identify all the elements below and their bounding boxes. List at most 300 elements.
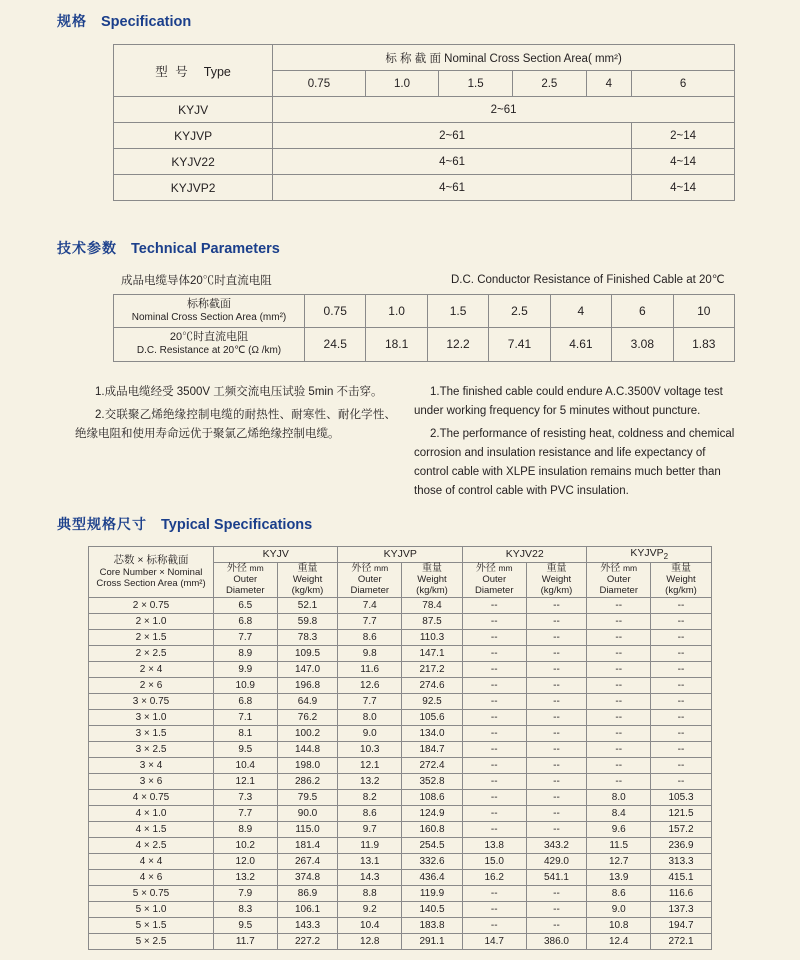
spec-value-cell: 119.9 (402, 885, 463, 901)
spec-value-cell: -- (587, 613, 651, 629)
area-header-cell: 标 称 截 面 Nominal Cross Section Area( mm²) (273, 45, 735, 71)
spec-value-cell: 7.9 (214, 885, 278, 901)
core-spec-cell: 5 × 1.0 (89, 901, 214, 917)
area-column-header: 6 (632, 71, 735, 97)
spec-value-cell: 106.1 (277, 901, 338, 917)
spec-value-cell: -- (526, 597, 587, 613)
spec-value-cell: -- (526, 645, 587, 661)
table-row (89, 757, 712, 773)
spec-value-cell: 8.6 (587, 885, 651, 901)
table-row (114, 123, 735, 149)
technical-caption (113, 272, 735, 288)
spec-value-cell: 254.5 (402, 837, 463, 853)
area-column-header: 2.5 (513, 71, 587, 97)
spec-value-cell: -- (462, 693, 526, 709)
spec-value-cell: 115.0 (277, 821, 338, 837)
spec-value-cell: -- (587, 741, 651, 757)
spec-value-cell: 109.5 (277, 645, 338, 661)
spec-value-cell: -- (462, 805, 526, 821)
spec-value-cell: -- (462, 629, 526, 645)
spec-value-cell: -- (526, 917, 587, 933)
technical-caption-en: D.C. Conductor Resistance of Finished Cable at 20℃ (451, 274, 725, 286)
spec-value-cell: 286.2 (277, 773, 338, 789)
spec-value-cell: -- (462, 741, 526, 757)
table-row (89, 821, 712, 837)
spec-value-cell: -- (462, 661, 526, 677)
product-group-header: KYJVP (338, 547, 462, 563)
spec-value-cell: -- (651, 645, 712, 661)
table-row (89, 661, 712, 677)
spec-value-cell: 13.1 (338, 853, 402, 869)
spec-value-cell: 272.4 (402, 757, 463, 773)
dc-resistance-value: 7.41 (489, 328, 550, 361)
core-spec-cell: 5 × 2.5 (89, 933, 214, 949)
table-row (114, 295, 735, 328)
spec-value-cell: -- (462, 725, 526, 741)
spec-value-cell: 6.8 (214, 693, 278, 709)
spec-value-cell: 92.5 (402, 693, 463, 709)
table-row (89, 597, 712, 613)
spec-value-cell: -- (526, 709, 587, 725)
core-spec-cell: 5 × 0.75 (89, 885, 214, 901)
spec-value-cell: 12.7 (587, 853, 651, 869)
spec-value-cell: 10.2 (214, 837, 278, 853)
spec-value-cell: 11.9 (338, 837, 402, 853)
spec-value-cell: -- (526, 885, 587, 901)
spec-value-cell: -- (462, 709, 526, 725)
spec-value-cell: 108.6 (402, 789, 463, 805)
type-header-en: Type (203, 64, 231, 79)
spec-value-cell: 415.1 (651, 869, 712, 885)
table-row (89, 547, 712, 563)
spec-value-cell: 10.8 (587, 917, 651, 933)
spec-value-cell: 90.0 (277, 805, 338, 821)
core-spec-cell: 3 × 0.75 (89, 693, 214, 709)
spec-value-cell: -- (651, 709, 712, 725)
spec-value-cell: 134.0 (402, 725, 463, 741)
spec-value-cell: -- (526, 805, 587, 821)
dc-resistance-value: 4.61 (550, 328, 611, 361)
nominal-area-value: 6 (612, 295, 673, 328)
spec-value-cell: 267.4 (277, 853, 338, 869)
table-row (89, 613, 712, 629)
spec-value-cell: 8.9 (214, 645, 278, 661)
nominal-area-value: 2.5 (489, 295, 550, 328)
spec-value-cell: 10.9 (214, 677, 278, 693)
table-row (89, 885, 712, 901)
core-spec-cell: 2 × 0.75 (89, 597, 214, 613)
note-en-1 (414, 383, 735, 421)
spec-value-cell: 9.0 (338, 725, 402, 741)
spec-value-cell: -- (587, 677, 651, 693)
spec-value-cell: 8.0 (338, 709, 402, 725)
dc-resistance-label: 20℃时直流电阻 D.C. Resistance at 20℃ (Ω /km) (114, 328, 305, 361)
nominal-area-label: 标称截面 Nominal Cross Section Area (mm²) (114, 295, 305, 328)
spec-value-cell: 10.3 (338, 741, 402, 757)
spec-value-cell: -- (462, 901, 526, 917)
spec-value-cell: -- (587, 725, 651, 741)
spec-value-cell: -- (462, 773, 526, 789)
spec-value-cell: -- (587, 645, 651, 661)
spec-value-cell: 198.0 (277, 757, 338, 773)
spec-value-cell: -- (651, 629, 712, 645)
typical-table (88, 546, 712, 950)
technical-parameters-heading (57, 238, 280, 258)
spec-value-cell: 291.1 (402, 933, 463, 949)
spec-value-cell: -- (651, 661, 712, 677)
spec-value-cell: -- (587, 709, 651, 725)
spec-value-cell: 436.4 (402, 869, 463, 885)
spec-value-cell: 236.9 (651, 837, 712, 853)
spec-value-cell: 8.6 (338, 805, 402, 821)
core-spec-cell: 4 × 2.5 (89, 837, 214, 853)
core-spec-cell: 4 × 1.5 (89, 821, 214, 837)
measure-header: 外径 mm Outer Diameter (338, 563, 402, 598)
spec-value-cell: 429.0 (526, 853, 587, 869)
spec-value-cell: -- (587, 773, 651, 789)
spec-value-cell: 15.0 (462, 853, 526, 869)
spec-value-cell: 13.8 (462, 837, 526, 853)
table-row (89, 853, 712, 869)
spec-value-cell: 86.9 (277, 885, 338, 901)
table-row (89, 901, 712, 917)
spec-value-cell: 181.4 (277, 837, 338, 853)
spec-value-cell: -- (526, 741, 587, 757)
spec-value-cell: 7.7 (338, 693, 402, 709)
core-spec-cell: 3 × 2.5 (89, 741, 214, 757)
spec-value-cell: 160.8 (402, 821, 463, 837)
typical-specifications-heading-cn: 典型规格尺寸 (57, 516, 147, 532)
cable-type-cell: KYJVP (114, 123, 273, 149)
core-spec-cell: 2 × 1.0 (89, 613, 214, 629)
specification-table-wrap (113, 44, 735, 201)
spec-value-cell: 8.6 (338, 629, 402, 645)
table-row (89, 837, 712, 853)
spec-value-cell: 7.3 (214, 789, 278, 805)
nominal-area-value: 0.75 (305, 295, 366, 328)
spec-value-cell: 183.8 (402, 917, 463, 933)
spec-value-cell: -- (526, 821, 587, 837)
spec-value-cell: 227.2 (277, 933, 338, 949)
spec-value-cell: -- (526, 677, 587, 693)
table-row (89, 677, 712, 693)
spec-value-cell: 7.7 (214, 629, 278, 645)
spec-value-cell: 110.3 (402, 629, 463, 645)
spec-value-cell: -- (651, 693, 712, 709)
spec-value-cell: 9.9 (214, 661, 278, 677)
nominal-area-value: 1.5 (427, 295, 488, 328)
spec-value-cell: 52.1 (277, 597, 338, 613)
spec-value-cell: -- (526, 789, 587, 805)
note-en-2 (414, 425, 735, 501)
spec-value-cell: 8.0 (587, 789, 651, 805)
technical-caption-cn: 成品电缆导体20℃时直流电阻 (121, 275, 272, 287)
spec-value-cell: 9.5 (214, 741, 278, 757)
measure-header: 重量 Weight (kg/km) (651, 563, 712, 598)
specification-heading (57, 11, 191, 31)
range-cell: 4~61 (273, 149, 632, 175)
spec-value-cell: 100.2 (277, 725, 338, 741)
spec-value-cell: -- (526, 613, 587, 629)
type-header-cn: 型 号 (155, 64, 190, 79)
table-row (89, 933, 712, 949)
core-spec-cell: 2 × 6 (89, 677, 214, 693)
table-row (114, 149, 735, 175)
spec-value-cell: 12.8 (338, 933, 402, 949)
note-cn-1-text: 1.成品电缆经受 3500V 工频交流电压试验 5min 不击穿。 (95, 386, 383, 398)
core-spec-cell: 3 × 4 (89, 757, 214, 773)
range-cell: 4~61 (273, 175, 632, 201)
spec-value-cell: -- (462, 645, 526, 661)
product-group-header: $KYJVP_2$ (587, 547, 712, 563)
spec-value-cell: 541.1 (526, 869, 587, 885)
spec-value-cell: 157.2 (651, 821, 712, 837)
spec-value-cell: -- (526, 773, 587, 789)
spec-value-cell: 11.7 (214, 933, 278, 949)
spec-value-cell: 144.8 (277, 741, 338, 757)
spec-value-cell: 374.8 (277, 869, 338, 885)
measure-header: 重量 Weight (kg/km) (526, 563, 587, 598)
specification-heading-en: Specification (101, 14, 192, 30)
notes-english (414, 383, 735, 505)
spec-value-cell: 12.1 (214, 773, 278, 789)
spec-value-cell: 7.4 (338, 597, 402, 613)
spec-value-cell: 116.6 (651, 885, 712, 901)
spec-value-cell: 87.5 (402, 613, 463, 629)
note-cn-1 (75, 383, 396, 402)
spec-value-cell: -- (462, 613, 526, 629)
spec-value-cell: 8.2 (338, 789, 402, 805)
spec-value-cell: 9.7 (338, 821, 402, 837)
core-spec-cell: 3 × 1.5 (89, 725, 214, 741)
spec-value-cell: 76.2 (277, 709, 338, 725)
spec-value-cell: 343.2 (526, 837, 587, 853)
spec-value-cell: -- (651, 741, 712, 757)
measure-header: 外径 mm Outer Diameter (462, 563, 526, 598)
measure-header: 外径 mm Outer Diameter (587, 563, 651, 598)
spec-value-cell: 137.3 (651, 901, 712, 917)
spec-value-cell: 10.4 (214, 757, 278, 773)
spec-value-cell: 16.2 (462, 869, 526, 885)
spec-value-cell: -- (587, 661, 651, 677)
spec-value-cell: 14.7 (462, 933, 526, 949)
core-spec-cell: 4 × 6 (89, 869, 214, 885)
core-spec-cell: 2 × 4 (89, 661, 214, 677)
table-row (89, 693, 712, 709)
spec-value-cell: -- (587, 629, 651, 645)
spec-value-cell: 64.9 (277, 693, 338, 709)
range-cell: 4~14 (632, 149, 735, 175)
table-row (114, 175, 735, 201)
specification-table (113, 44, 735, 201)
spec-value-cell: -- (526, 693, 587, 709)
dc-resistance-value: 1.83 (673, 328, 734, 361)
note-en-2-text: 2.The performance of resisting heat, coldness and chemical corrosion and insulation resistance and life expectancy of control cable with XLPE insulation remains much better than those of control cable with PVC insulation. (414, 427, 735, 497)
dc-resistance-value: 18.1 (366, 328, 427, 361)
core-spec-cell: 2 × 2.5 (89, 645, 214, 661)
spec-value-cell: 78.3 (277, 629, 338, 645)
table-row (89, 725, 712, 741)
spec-value-cell: 7.7 (338, 613, 402, 629)
spec-value-cell: 11.5 (587, 837, 651, 853)
measure-header: 重量 Weight (kg/km) (402, 563, 463, 598)
spec-value-cell: -- (526, 901, 587, 917)
spec-value-cell: 7.7 (214, 805, 278, 821)
area-column-header: 4 (586, 71, 631, 97)
dc-resistance-value: 3.08 (612, 328, 673, 361)
table-row (89, 869, 712, 885)
spec-value-cell: -- (462, 917, 526, 933)
nominal-area-value: 4 (550, 295, 611, 328)
typical-specifications-heading-en: Typical Specifications (161, 517, 313, 533)
typical-specifications-heading (57, 514, 312, 534)
table-row (89, 773, 712, 789)
spec-value-cell: 105.3 (651, 789, 712, 805)
spec-value-cell: 12.6 (338, 677, 402, 693)
spec-value-cell: 217.2 (402, 661, 463, 677)
area-column-header: 1.5 (439, 71, 513, 97)
range-cell: 2~61 (273, 123, 632, 149)
table-row (89, 645, 712, 661)
spec-value-cell: 140.5 (402, 901, 463, 917)
notes-block (75, 383, 735, 505)
spec-value-cell: -- (587, 757, 651, 773)
core-number-header: 芯数 × 标称截面 Core Number × Nominal Cross Section Area (mm²) (89, 547, 214, 598)
spec-value-cell: 79.5 (277, 789, 338, 805)
spec-value-cell: 13.2 (214, 869, 278, 885)
measure-header: 外径 mm Outer Diameter (214, 563, 278, 598)
spec-value-cell: 6.8 (214, 613, 278, 629)
spec-value-cell: 386.0 (526, 933, 587, 949)
range-cell: 2~61 (273, 97, 735, 123)
spec-value-cell: 9.6 (587, 821, 651, 837)
note-cn-2 (75, 406, 396, 444)
note-en-1-text: 1.The finished cable could endure A.C.3500V voltage test under working frequency for 5 minutes without puncture. (414, 386, 723, 417)
spec-value-cell: -- (462, 677, 526, 693)
spec-value-cell: 59.8 (277, 613, 338, 629)
spec-value-cell: -- (526, 725, 587, 741)
spec-value-cell: 9.0 (587, 901, 651, 917)
type-header-cell (114, 45, 273, 97)
core-spec-cell: 2 × 1.5 (89, 629, 214, 645)
spec-value-cell: 8.8 (338, 885, 402, 901)
spec-value-cell: 313.3 (651, 853, 712, 869)
nominal-area-value: 1.0 (366, 295, 427, 328)
spec-value-cell: 124.9 (402, 805, 463, 821)
area-column-header: 1.0 (365, 71, 439, 97)
spec-value-cell: -- (651, 613, 712, 629)
spec-value-cell: -- (651, 757, 712, 773)
spec-value-cell: 147.0 (277, 661, 338, 677)
table-row (114, 328, 735, 361)
spec-value-cell: 105.6 (402, 709, 463, 725)
typical-table-wrap (88, 546, 712, 950)
specification-heading-cn: 规格 (57, 13, 87, 29)
cable-type-cell: KYJVP2 (114, 175, 273, 201)
area-column-header: 0.75 (273, 71, 365, 97)
table-row (114, 97, 735, 123)
spec-value-cell: -- (526, 629, 587, 645)
spec-value-cell: 147.1 (402, 645, 463, 661)
spec-value-cell: 12.4 (587, 933, 651, 949)
core-spec-cell: 3 × 6 (89, 773, 214, 789)
technical-table-wrap (113, 294, 735, 362)
dc-resistance-value: 12.2 (427, 328, 488, 361)
spec-value-cell: 12.0 (214, 853, 278, 869)
note-cn-2-text: 2.交联聚乙烯绝缘控制电缆的耐热性、耐寒性、耐化学性、绝缘电阻和使用寿命远优于聚氯乙烯绝缘控制电缆。 (75, 408, 396, 440)
spec-value-cell: 6.5 (214, 597, 278, 613)
table-row (89, 917, 712, 933)
product-group-header: KYJV (214, 547, 338, 563)
spec-value-cell: 12.1 (338, 757, 402, 773)
notes-chinese (75, 383, 396, 505)
spec-value-cell: 7.1 (214, 709, 278, 725)
spec-value-cell: 121.5 (651, 805, 712, 821)
spec-value-cell: 196.8 (277, 677, 338, 693)
table-row (114, 45, 735, 71)
spec-value-cell: -- (526, 661, 587, 677)
spec-value-cell: 13.9 (587, 869, 651, 885)
spec-value-cell: 332.6 (402, 853, 463, 869)
spec-value-cell: 11.6 (338, 661, 402, 677)
table-row (89, 789, 712, 805)
range-cell: 2~14 (632, 123, 735, 149)
spec-value-cell: 13.2 (338, 773, 402, 789)
spec-value-cell: -- (526, 757, 587, 773)
spec-value-cell: -- (462, 885, 526, 901)
spec-value-cell: -- (651, 773, 712, 789)
spec-value-cell: 9.8 (338, 645, 402, 661)
cable-type-cell: KYJV (114, 97, 273, 123)
core-spec-cell: 4 × 0.75 (89, 789, 214, 805)
spec-value-cell: 78.4 (402, 597, 463, 613)
technical-parameters-heading-en: Technical Parameters (131, 241, 280, 257)
spec-value-cell: 143.3 (277, 917, 338, 933)
spec-value-cell: 8.3 (214, 901, 278, 917)
spec-value-cell: -- (651, 725, 712, 741)
table-row (89, 629, 712, 645)
core-spec-cell: 5 × 1.5 (89, 917, 214, 933)
spec-value-cell: 10.4 (338, 917, 402, 933)
spec-value-cell: 274.6 (402, 677, 463, 693)
spec-value-cell: 194.7 (651, 917, 712, 933)
product-group-header: KYJV22 (462, 547, 586, 563)
spec-value-cell: -- (651, 677, 712, 693)
cable-type-cell: KYJV22 (114, 149, 273, 175)
spec-value-cell: 272.1 (651, 933, 712, 949)
spec-value-cell: -- (462, 789, 526, 805)
technical-parameters-heading-cn: 技术参数 (57, 240, 117, 256)
nominal-area-value: 10 (673, 295, 734, 328)
core-spec-cell: 4 × 4 (89, 853, 214, 869)
spec-value-cell: -- (462, 821, 526, 837)
spec-value-cell: 9.2 (338, 901, 402, 917)
spec-value-cell: -- (462, 757, 526, 773)
core-spec-cell: 4 × 1.0 (89, 805, 214, 821)
table-row (89, 709, 712, 725)
measure-header: 重量 Weight (kg/km) (277, 563, 338, 598)
spec-value-cell: 8.1 (214, 725, 278, 741)
spec-value-cell: 14.3 (338, 869, 402, 885)
spec-value-cell: -- (651, 597, 712, 613)
spec-value-cell: 8.9 (214, 821, 278, 837)
spec-value-cell: -- (587, 597, 651, 613)
core-spec-cell: 3 × 1.0 (89, 709, 214, 725)
dc-resistance-value: 24.5 (305, 328, 366, 361)
spec-value-cell: 184.7 (402, 741, 463, 757)
range-cell: 4~14 (632, 175, 735, 201)
spec-value-cell: 8.4 (587, 805, 651, 821)
